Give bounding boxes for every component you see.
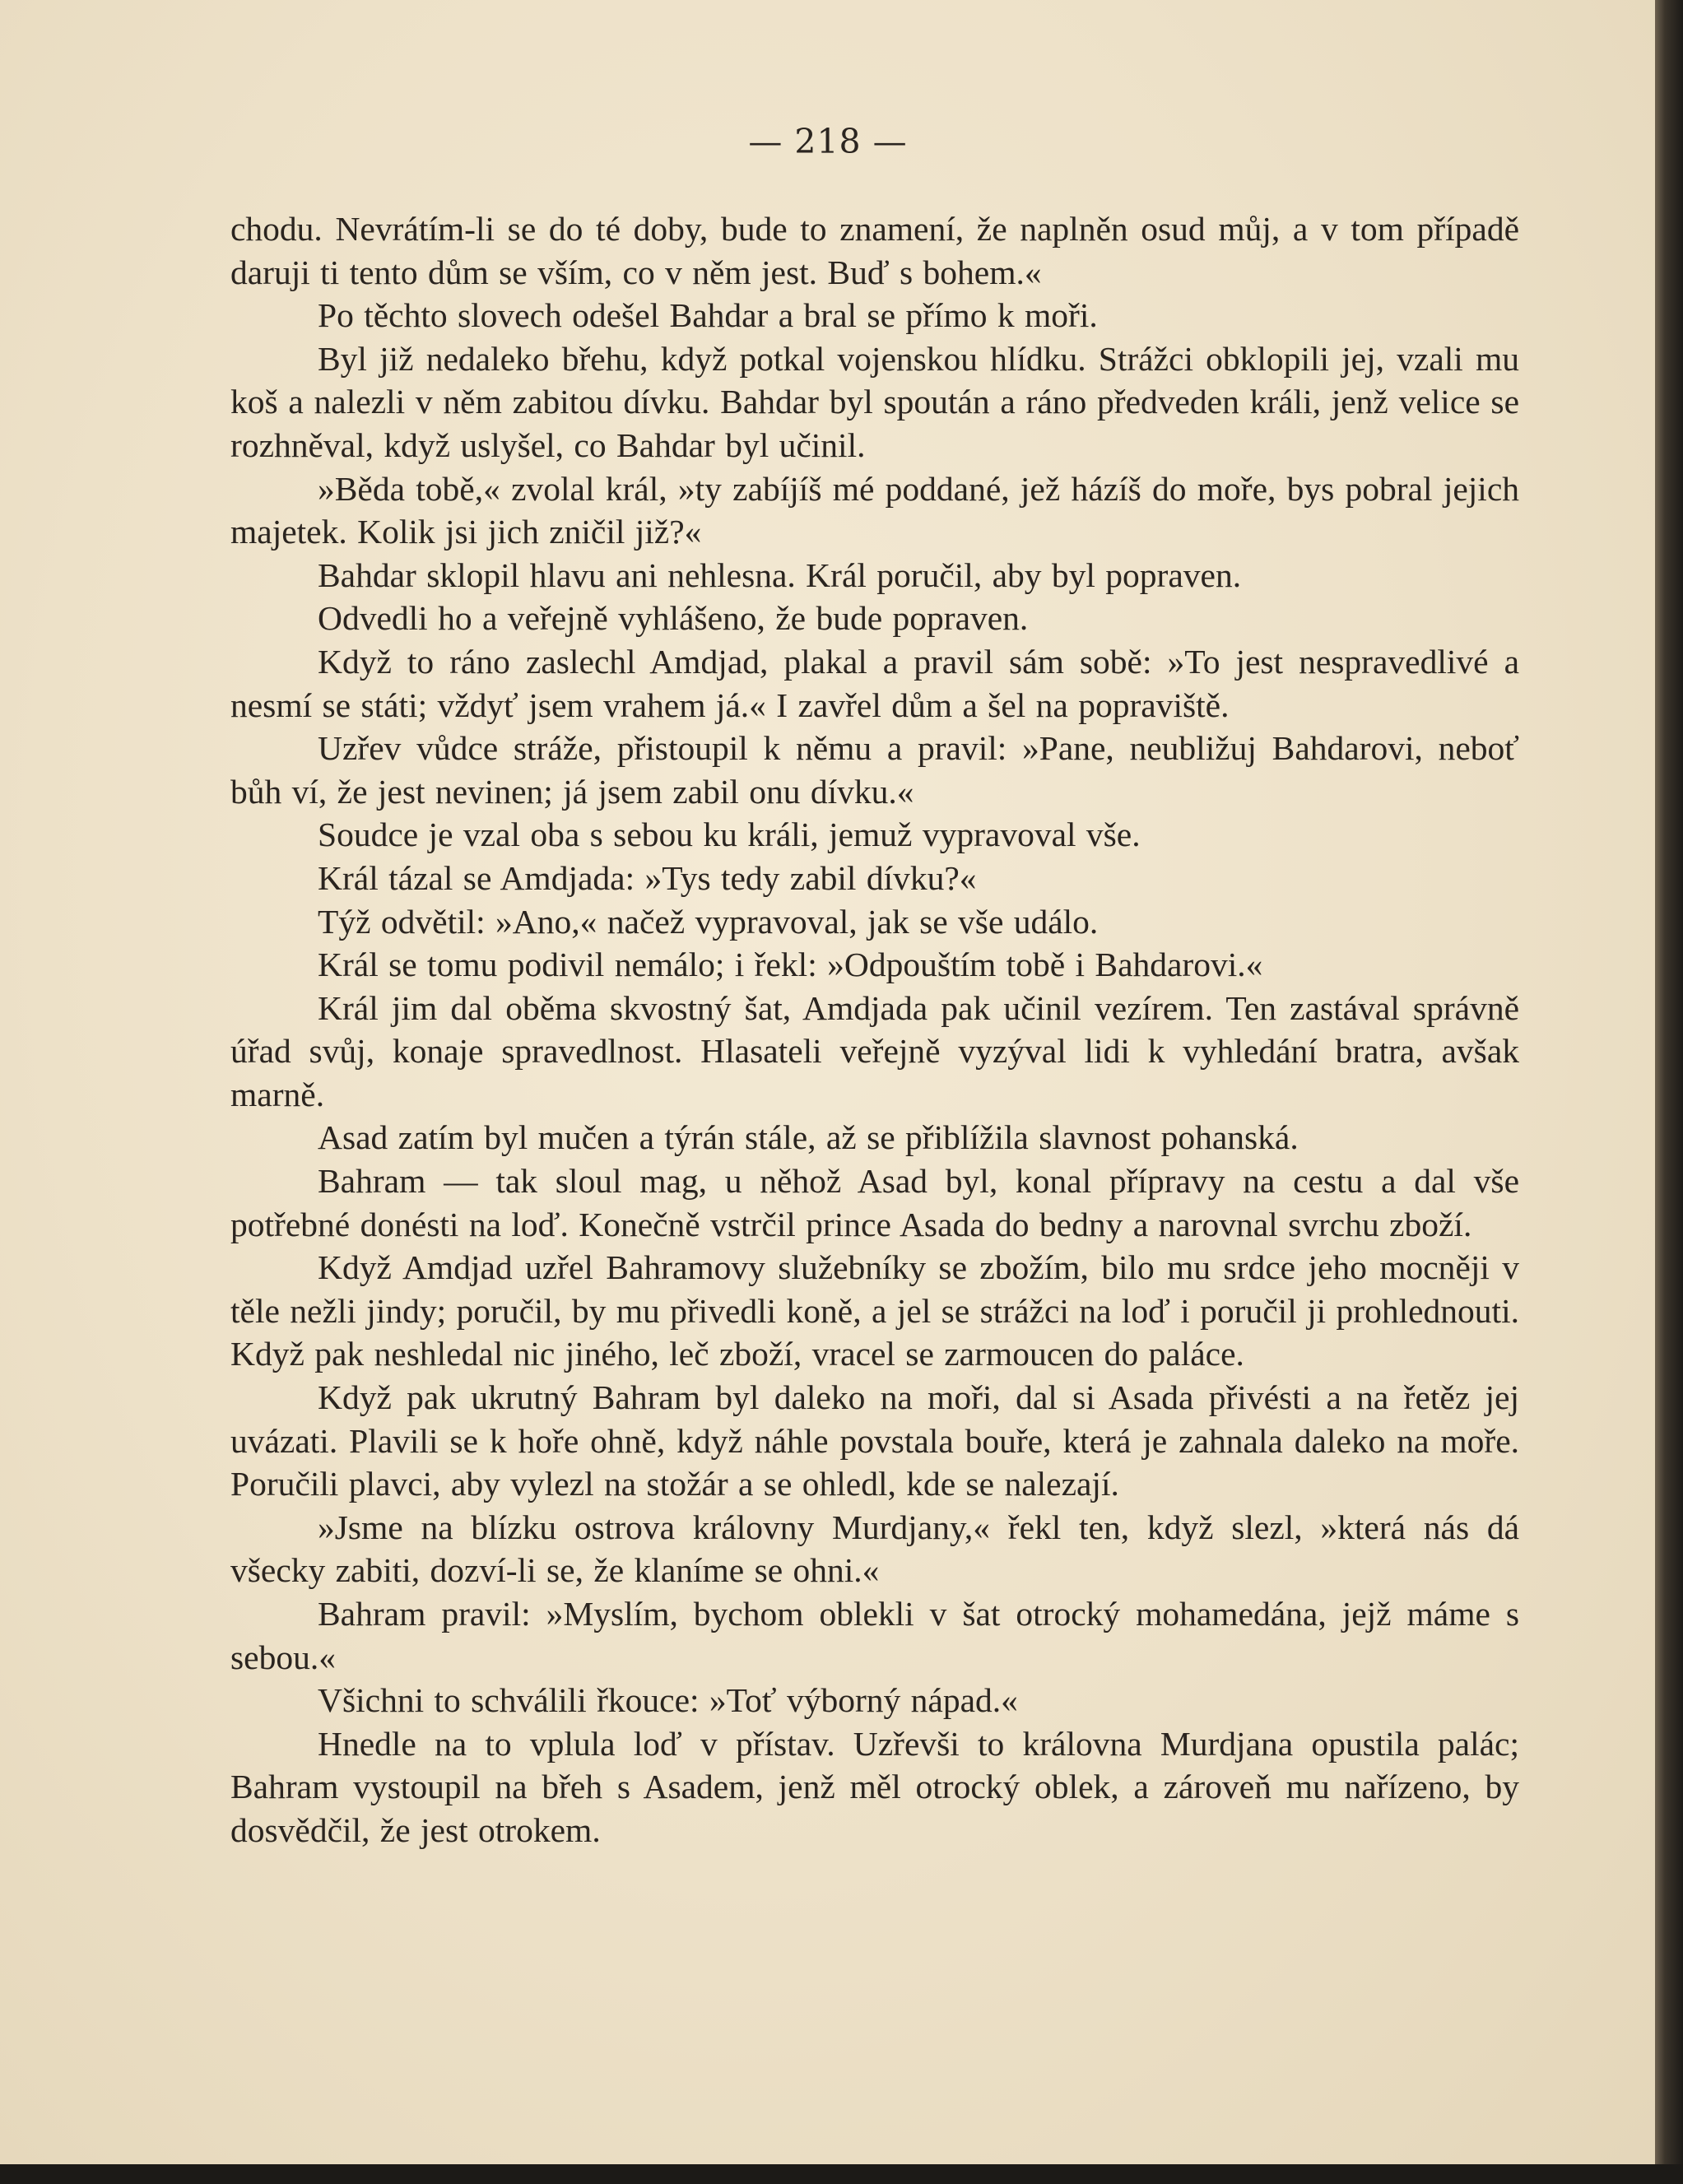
paragraph: Byl již nedaleko břehu, když potkal vojenskou hlídku. Strážci obklopili jej, vzali mu koš a nalezli v něm zabitou dívku. Bahdar byl spoután a ráno předveden králi, jenž velice se rozhněval, když uslyšel, co Bahdar byl učinil. bbox=[230, 339, 1519, 464]
paragraph: Po těchto slovech odešel Bahdar a bral se přímo k moři. bbox=[318, 296, 1098, 335]
paragraph: Asad zatím byl mučen a týrán stále, až se přiblížila slavnost pohanská. bbox=[318, 1118, 1299, 1157]
paragraph: Když Amdjad uzřel Bahramovy služebníky se zbožím, bilo mu srdce jeho mocněji v těle nežli jindy; poručil, by mu přivedli koně, a jel se strážci na loď i poručil ji prohlednouti. Když pak neshledal nic jiného, leč zboží, vracel se zarmoucen do paláce. bbox=[230, 1248, 1519, 1373]
paragraph: Odvedli ho a veřejně vyhlášeno, že bude popraven. bbox=[318, 599, 1029, 638]
paragraph: Král jim dal oběma skvostný šat, Amdjada pak učinil vezírem. Ten zastával správně úřad svůj, konaje spravedlnost. Hlasateli veřejně vyzýval lidi k vyhledání bratra, avšak marně. bbox=[230, 988, 1519, 1113]
paragraph: Soudce je vzal oba s sebou ku králi, jemuž vypravoval vše. bbox=[318, 816, 1141, 854]
paragraph: Bahdar sklopil hlavu ani nehlesna. Král poručil, aby byl popraven. bbox=[318, 555, 1242, 594]
binding-edge bbox=[1655, 0, 1683, 2184]
paragraph: »Jsme na blízku ostrova královny Murdjany,« řekl ten, když slezl, »která nás dá všecky zabiti, dozví-li se, že klaníme se ohni.« bbox=[230, 1508, 1519, 1590]
page-number: — 218 — bbox=[748, 122, 908, 161]
body-text bbox=[230, 207, 1519, 1852]
paragraph: Hnedle na to vplula loď v přístav. Uzřevši to královna Murdjana opustila palác; Bahram vystoupil na břeh s Asadem, jenž měl otrocký oblek, a zároveň mu nařízeno, by dosvědčil, že jest otrokem. bbox=[230, 1724, 1519, 1849]
paragraph: Když pak ukrutný Bahram byl daleko na moři, dal si Asada přivésti a na řetěz jej uvázati. Plavili se k hoře ohně, když náhle povstala bouře, která je zahnala daleko na moře. Poručili plavci, aby vylezl na stožár a se ohledl, kde se nalezají. bbox=[230, 1378, 1519, 1503]
paragraph: chodu. Nevrátím-li se do té doby, bude to znamení, že naplněn osud můj, a v tom případě daruji ti tento dům se vším, co v něm jest. Buď s bohem.« bbox=[230, 210, 1519, 291]
paragraph: Uzřev vůdce stráže, přistoupil k němu a pravil: »Pane, neubližuj Bahdarovi, neboť bůh ví, že jest nevinen; já jsem zabil onu dívku.« bbox=[230, 729, 1519, 811]
paragraph: Bahram — tak sloul mag, u něhož Asad byl, konal přípravy na cestu a dal vše potřebné donésti na loď. Konečně vstrčil prince Asada do bedny a narovnal svrchu zboží. bbox=[230, 1162, 1519, 1243]
bottom-edge bbox=[0, 2164, 1683, 2184]
paragraph: Když to ráno zaslechl Amdjad, plakal a pravil sám sobě: »To jest nespravedlivé a nesmí se státi; vždyť jsem vrahem já.« I zavřel dům a šel na popraviště. bbox=[230, 642, 1519, 724]
paragraph: »Běda tobě,« zvolal král, »ty zabíjíš mé poddané, jež házíš do moře, bys pobral jejich majetek. Kolik jsi jich zničil již?« bbox=[230, 469, 1519, 551]
paragraph: Král se tomu podivil nemálo; i řekl: »Odpouštím tobě i Bahdarovi.« bbox=[318, 946, 1263, 984]
paragraph: Bahram pravil: »Myslím, bychom oblekli v šat otrocký mohamedána, jejž máme s sebou.« bbox=[230, 1595, 1519, 1676]
paragraph: Týž odvětil: »Ano,« načež vypravoval, jak se vše událo. bbox=[318, 902, 1099, 941]
paragraph: Všichni to schválili řkouce: »Toť výborný nápad.« bbox=[318, 1681, 1018, 1720]
paragraph: Král tázal se Amdjada: »Tys tedy zabil dívku?« bbox=[318, 858, 977, 897]
